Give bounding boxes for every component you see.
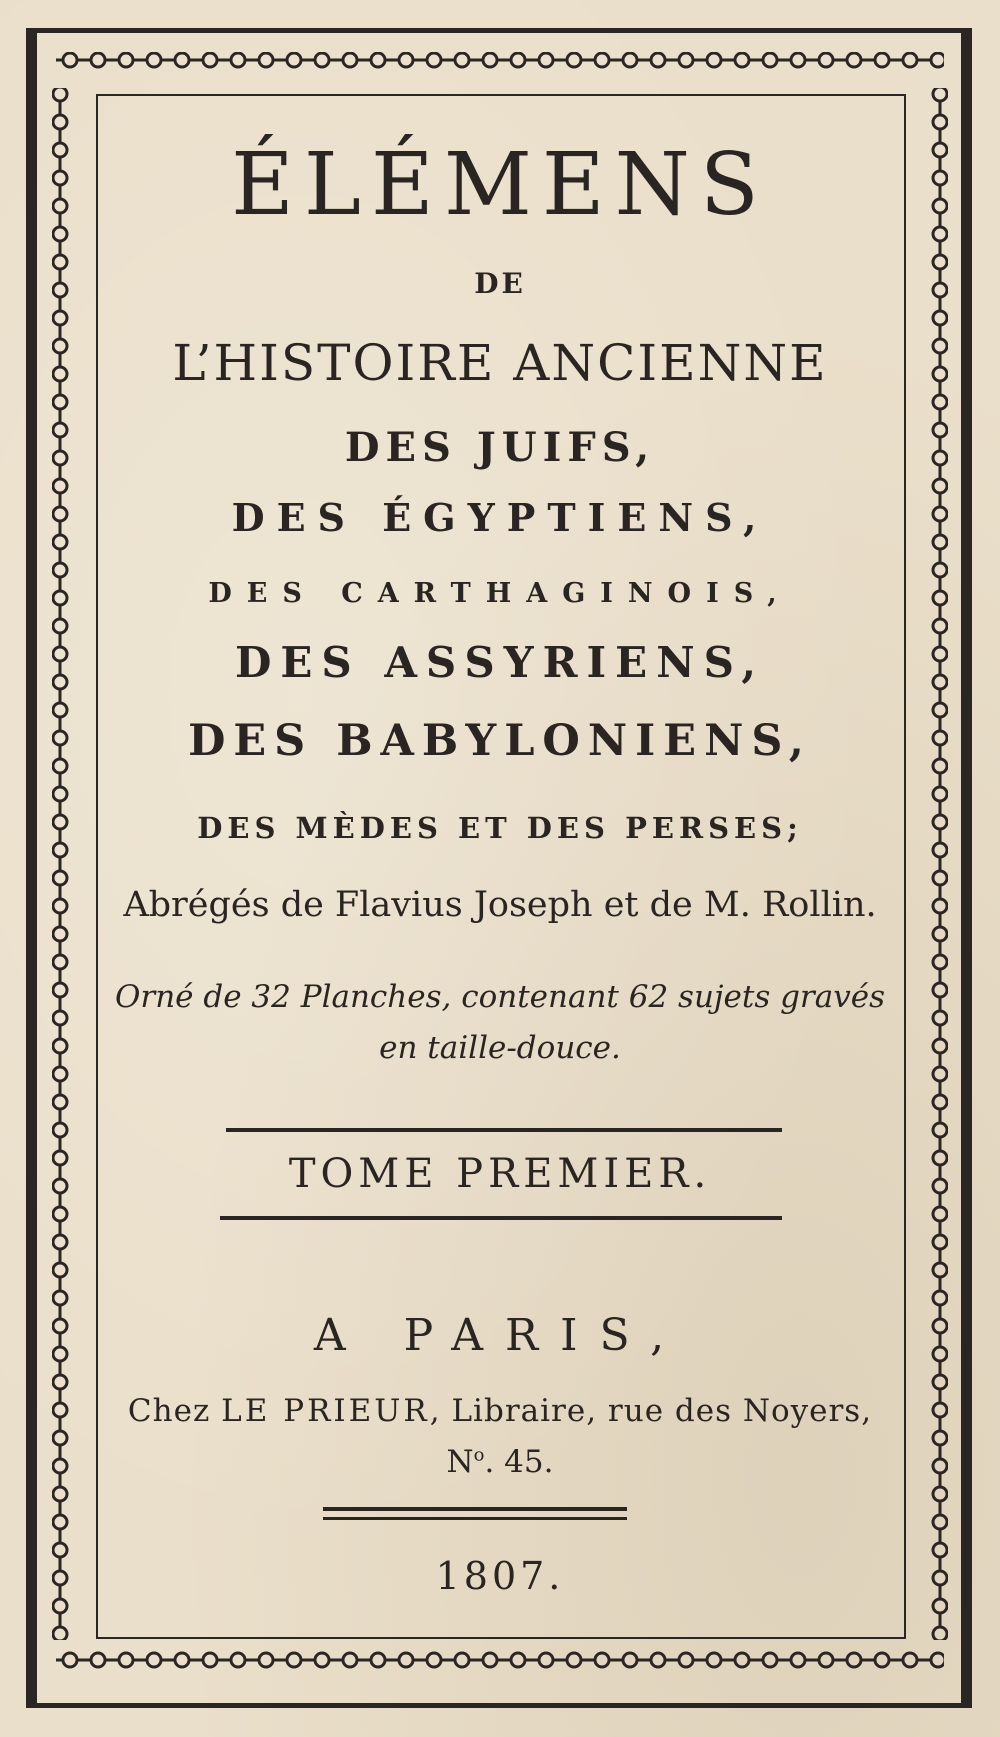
rule-below-tome [220,1216,782,1220]
bottom-chain-border [56,1640,944,1676]
left-chain-border [52,88,88,1640]
subject-juifs: DES JUIFS, [344,424,656,471]
double-rule [323,1507,627,1520]
publication-year: 1807. [435,1554,565,1598]
volume-label: TOME PREMIER. [288,1151,712,1197]
subject-babyloniens: DES BABYLONIENS, [188,716,812,766]
imprint-publisher [100,1393,900,1429]
subject-carthaginois: DES CARTHAGINOIS, [208,578,792,609]
subject-medes-perses: DES MÈDES ET DES PERSES; [197,811,803,845]
illustrations-note-line1: Orné de 32 Planches, contenant 62 sujets gravés [114,979,886,1015]
publisher-address: , Libraire, rue des Noyers, [429,1393,873,1429]
number-superscript: o [473,1444,485,1466]
source-attribution: Abrégés de Flavius Joseph et de M. Rollin. [123,885,877,925]
book-title: ÉLÉMENS [231,135,769,235]
subject-assyriens: DES ASSYRIENS, [234,638,766,687]
subject-egyptiens: DES ÉGYPTIENS, [231,495,769,540]
top-chain-border [56,52,944,88]
imprint-place: A PARIS, [313,1310,687,1361]
imprint-street-number [100,1444,900,1480]
publisher-name: LE PRIEUR [221,1393,430,1429]
title-connector-de: DE [474,267,526,300]
number-value: . 45. [484,1444,554,1480]
publisher-prefix: Chez [127,1393,222,1429]
subtitle-histoire-ancienne: L’HISTOIRE ANCIENNE [172,334,828,392]
right-chain-border [912,88,948,1640]
number-prefix: N [446,1444,474,1480]
illustrations-note-line2: en taille-douce. [379,1030,621,1066]
rule-above-tome [226,1128,782,1132]
